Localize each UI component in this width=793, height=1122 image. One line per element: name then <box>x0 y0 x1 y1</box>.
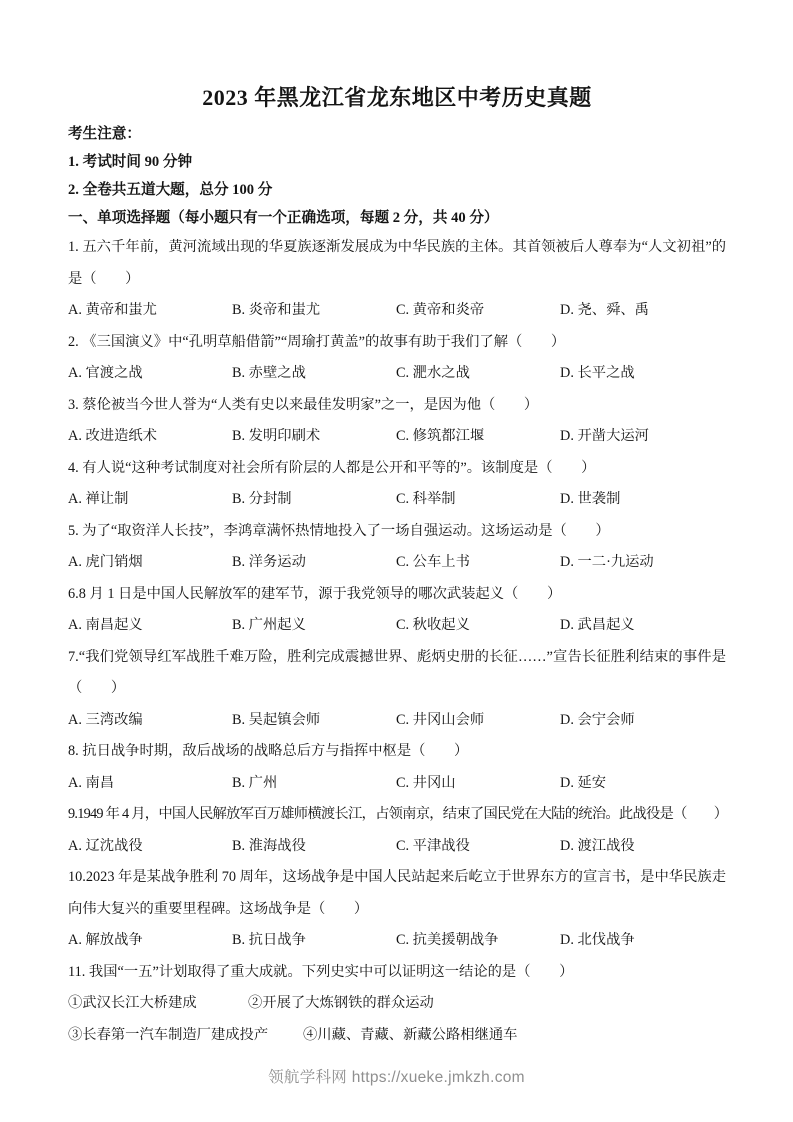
question-11-subitem-2: ②开展了大炼钢铁的群众运动 <box>248 995 434 1011</box>
question-6-option-a: A. 南昌起义 <box>68 617 143 633</box>
question-7-options <box>68 705 726 737</box>
notice-item-2: 2. 全卷共五道大题，总分 100 分 <box>68 182 273 198</box>
question-2-option-d: D. 长平之战 <box>560 365 635 381</box>
question-10 <box>68 862 726 957</box>
question-4 <box>68 453 726 516</box>
question-4-option-d: D. 世袭制 <box>560 491 621 507</box>
question-6-option-c: C. 秋收起义 <box>396 617 470 633</box>
question-10-stem: 10.2023 年是某战争胜利 70 周年，这场战争是中国人民站起来后屹立于世界东方的宣言书，是中华民族走向伟大复兴的重要里程碑。这场战争是（ ） <box>68 869 726 917</box>
question-list <box>68 232 726 1051</box>
question-6-option-d: D. 武昌起义 <box>560 617 635 633</box>
question-10-option-b: B. 抗日战争 <box>232 932 306 948</box>
page-content <box>68 0 726 1051</box>
question-8-options <box>68 768 726 800</box>
question-5-options <box>68 547 726 579</box>
question-3-stem: 3. 蔡伦被当今世人誉为“人类有史以来最佳发明家”之一，是因为他（ ） <box>68 396 539 413</box>
question-2-option-b: B. 赤壁之战 <box>232 365 306 381</box>
question-3-option-b: B. 发明印刷术 <box>232 428 321 444</box>
question-3-option-c: C. 修筑都江堰 <box>396 428 485 444</box>
question-10-option-c: C. 抗美援朝战争 <box>396 932 499 948</box>
exam-title: 2023 年黑龙江省龙东地区中考历史真题 <box>202 85 592 110</box>
question-2-option-c: C. 淝水之战 <box>396 365 470 381</box>
question-1-option-a: A. 黄帝和蚩尤 <box>68 302 157 318</box>
question-3-option-a: A. 改进造纸术 <box>68 428 157 444</box>
question-9-option-a: A. 辽沈战役 <box>68 837 143 854</box>
question-2 <box>68 327 726 390</box>
notice-item-1: 1. 考试时间 90 分钟 <box>68 154 193 170</box>
question-4-option-c: C. 科举制 <box>396 491 456 507</box>
question-6-options <box>68 610 726 642</box>
watermark-footer: 领航学科网 https://xueke.jmkzh.com <box>268 1069 525 1086</box>
question-7-option-c: C. 井冈山会师 <box>396 711 485 728</box>
question-11 <box>68 957 726 1052</box>
exam-notice <box>68 120 726 232</box>
question-5-stem: 5. 为了“取资洋人长技”，李鸿章满怀热情地投入了一场自强运动。这场运动是（ ） <box>68 522 610 539</box>
question-1-stem: 1. 五六千年前，黄河流域出现的华夏族逐渐发展成为中华民族的主体。其首领被后人尊奉为“人文初祖”的是（ ） <box>68 239 726 287</box>
question-11-stem: 11. 我国“一五”计划取得了重大成就。下列史实中可以证明这一结论的是（ ） <box>68 963 574 980</box>
question-9 <box>68 799 726 862</box>
question-5-option-b: B. 洋务运动 <box>232 554 306 570</box>
question-8-stem: 8. 抗日战争时期，敌后战场的战略总后方与指挥中枢是（ ） <box>68 743 469 759</box>
question-9-stem: 9.1949 年 4 月，中国人民解放军百万雄师横渡长江，占领南京，结束了国民党在大陆的统治。此战役是（ ） <box>68 806 728 822</box>
question-6-stem: 6.8 月 1 日是中国人民解放军的建军节，源于我党领导的哪次武装起义（ ） <box>68 585 562 602</box>
question-5-option-a: A. 虎门销烟 <box>68 554 143 570</box>
question-10-options <box>68 925 726 957</box>
question-7-option-d: D. 会宁会师 <box>560 711 635 728</box>
question-10-option-a: A. 解放战争 <box>68 932 143 948</box>
question-4-stem: 4. 有人说“这种考试制度对社会所有阶层的人都是公开和平等的”。该制度是（ ） <box>68 459 596 476</box>
question-4-options <box>68 484 726 516</box>
question-11-subitems-row-2 <box>68 1020 726 1052</box>
question-5 <box>68 516 726 579</box>
question-4-option-a: A. 禅让制 <box>68 491 129 507</box>
question-2-stem: 2. 《三国演义》中“孔明草船借箭”“周瑜打黄盖”的故事有助于我们了解（ ） <box>68 333 566 350</box>
question-2-option-a: A. 官渡之战 <box>68 365 143 381</box>
question-8-option-a: A. 南昌 <box>68 774 115 791</box>
question-3-options <box>68 421 726 453</box>
question-8-option-b: B. 广州 <box>232 774 278 791</box>
question-11-subitem-3: ③长春第一汽车制造厂建成投产 <box>68 1026 269 1043</box>
notice-heading: 考生注意： <box>68 126 141 142</box>
question-1 <box>68 232 726 327</box>
question-4-option-b: B. 分封制 <box>232 491 292 507</box>
question-11-subitem-1: ①武汉长江大桥建成 <box>68 995 197 1011</box>
question-9-option-b: B. 淮海战役 <box>232 837 306 854</box>
question-9-option-d: D. 渡江战役 <box>560 837 635 854</box>
question-8 <box>68 736 726 799</box>
question-8-option-c: C. 井冈山 <box>396 774 456 791</box>
question-10-option-d: D. 北伐战争 <box>560 932 635 948</box>
question-7 <box>68 642 726 737</box>
question-9-options <box>68 831 726 863</box>
question-8-option-d: D. 延安 <box>560 774 607 791</box>
question-3 <box>68 390 726 453</box>
question-1-options <box>68 295 726 327</box>
question-11-subitems-row-1 <box>68 988 726 1020</box>
question-1-option-d: D. 尧、舜、禹 <box>560 302 649 318</box>
question-1-option-c: C. 黄帝和炎帝 <box>396 302 485 318</box>
question-5-option-c: C. 公车上书 <box>396 554 470 570</box>
question-1-option-b: B. 炎帝和蚩尤 <box>232 302 321 318</box>
question-6-option-b: B. 广州起义 <box>232 617 306 633</box>
question-7-option-b: B. 吴起镇会师 <box>232 711 321 728</box>
question-9-option-c: C. 平津战役 <box>396 837 470 854</box>
question-5-option-d: D. 一二·九运动 <box>560 554 654 570</box>
section-heading: 一、单项选择题（每小题只有一个正确选项，每题 2 分，共 40 分） <box>68 210 499 226</box>
question-6 <box>68 579 726 642</box>
question-3-option-d: D. 开凿大运河 <box>560 428 649 444</box>
question-2-options <box>68 358 726 390</box>
question-7-option-a: A. 三湾改编 <box>68 711 143 728</box>
question-7-stem: 7.“我们党领导红军战胜千难万险，胜利完成震撼世界、彪炳史册的长征……”宣告长征胜利结束的事件是（ ） <box>68 648 726 696</box>
question-11-subitem-4: ④川藏、青藏、新藏公路相继通车 <box>303 1026 518 1043</box>
